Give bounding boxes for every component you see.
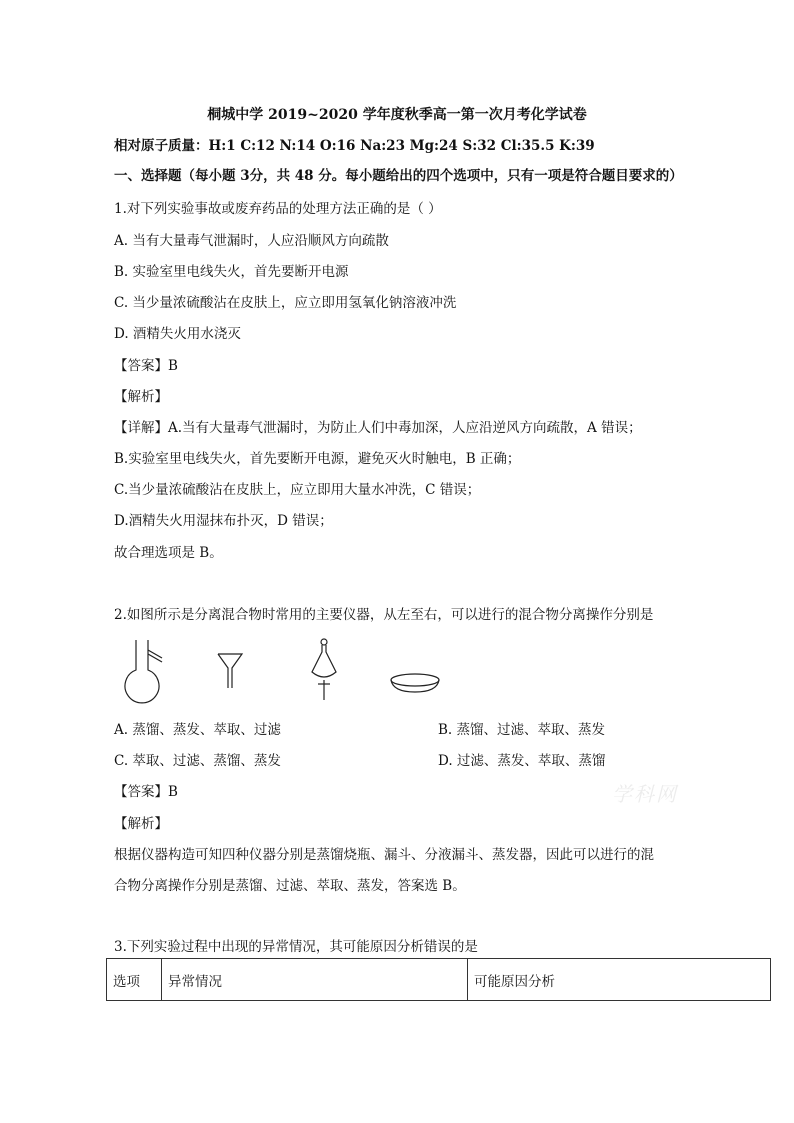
answer-table [106,958,771,1001]
question-stem: 1.对下列实验事故或废弃药品的处理方法正确的是（ ） [114,201,442,217]
section-heading: 一、选择题（每小题 3分，共 48 分。每小题给出的四个选项中，只有一项是符合题目要求的） [114,168,683,184]
option-c: C. 当少量浓硫酸沾在皮肤上，应立即用氢氧化钠溶液冲洗 [114,295,457,311]
option-a: A. 当有大量毒气泄漏时，人应沿顺风方向疏散 [114,233,389,249]
explanation-line: C.当少量浓硫酸沾在皮肤上，应立即用大量水冲洗，C 错误； [114,482,481,498]
table-header-row [107,959,771,1001]
watermark: 学科网 [612,782,678,806]
analysis-label: 【解析】 [114,816,168,832]
table-header-cell: 可能原因分析 [468,959,771,1001]
separatory-funnel-icon [312,639,336,700]
apparatus-figure [110,636,630,706]
option-b: B. 实验室里电线失火，首先要断开电源 [114,264,349,280]
table-header-cell: 选项 [107,959,162,1001]
option-b: B. 蒸馏、过滤、萃取、蒸发 [438,722,606,738]
question-stem: 2.如图所示是分离混合物时常用的主要仪器，从左至右，可以进行的混合物分离操作分别是 [114,607,654,623]
evaporating-dish-icon [391,674,439,692]
exam-title: 桐城中学 2019~2020 学年度秋季高一第一次月考化学试卷 [207,107,587,123]
answer: 【答案】B [114,784,178,800]
explanation-line: 根据仪器构造可知四种仪器分别是蒸馏烧瓶、漏斗、分液漏斗、蒸发器，因此可以进行的混 [114,847,654,863]
answer: 【答案】B [114,358,178,374]
option-d: D. 酒精失火用水浇灭 [114,326,241,342]
option-c: C. 萃取、过滤、蒸馏、蒸发 [114,753,281,769]
explanation-line: 合物分离操作分别是蒸馏、过滤、萃取、蒸发，答案选 B。 [114,878,466,894]
explanation-line: 故合理选项是 B。 [114,545,223,561]
atomic-mass-line: 相对原子质量：H:1 C:12 N:14 O:16 Na:23 Mg:24 S:32 Cl:35.5 K:39 [114,138,595,154]
question-stem: 3.下列实验过程中出现的异常情况，其可能原因分析错误的是 [114,939,478,955]
funnel-icon [218,654,242,688]
distillation-flask-icon [125,640,162,703]
option-a: A. 蒸馏、蒸发、萃取、过滤 [114,722,281,738]
explanation-line: B.实验室里电线失火，首先要断开电源，避免灭火时触电，B 正确； [114,451,521,467]
table-header-cell: 异常情况 [162,959,468,1001]
explanation-line: 【详解】A.当有大量毒气泄漏时，为防止人们中毒加深，人应沿逆风方向疏散，A 错误； [114,420,642,436]
analysis-label: 【解析】 [114,389,168,405]
explanation-line: D.酒精失火用湿抹布扑灭，D 错误； [114,513,333,529]
option-d: D. 过滤、蒸发、萃取、蒸馏 [438,753,606,769]
